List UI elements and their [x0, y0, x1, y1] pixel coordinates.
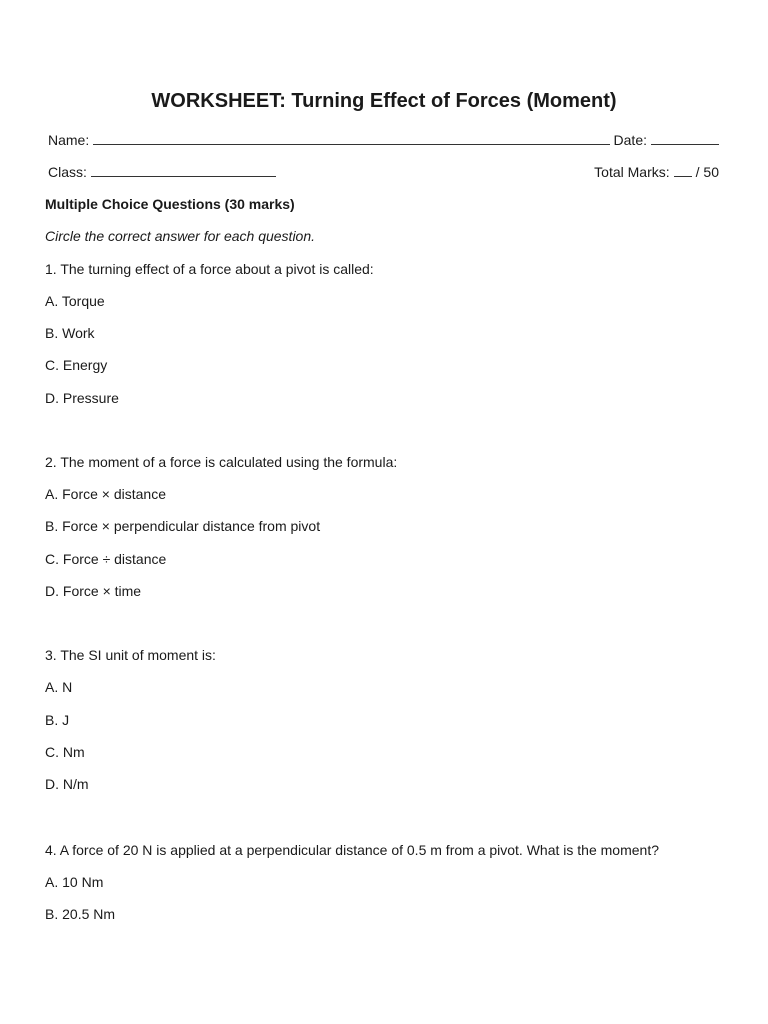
question-4-prompt: 4. A force of 20 N is applied at a perpendicular distance of 0.5 m from a pivot. What is the moment?	[45, 842, 659, 858]
question-3-option-c[interactable]: C. Nm	[45, 744, 85, 760]
question-1-option-a[interactable]: A. Torque	[45, 293, 105, 309]
date-label: Date:	[613, 132, 647, 148]
class-marks-row	[48, 163, 719, 181]
question-3-option-a[interactable]: A. N	[45, 679, 73, 695]
name-field[interactable]	[93, 132, 609, 145]
question-2-prompt: 2. The moment of a force is calculated using the formula:	[45, 454, 398, 470]
total-marks-field[interactable]	[674, 164, 692, 177]
class-label: Class:	[48, 164, 87, 180]
question-2-option-a[interactable]: A. Force × distance	[45, 486, 167, 502]
question-3-prompt: 3. The SI unit of moment is:	[45, 647, 216, 663]
question-1-option-b[interactable]: B. Work	[45, 325, 95, 341]
question-1-prompt: 1. The turning effect of a force about a pivot is called:	[45, 261, 374, 277]
date-field[interactable]	[651, 132, 719, 145]
question-2-option-b[interactable]: B. Force × perpendicular distance from pivot	[45, 518, 321, 534]
question-1-option-d[interactable]: D. Pressure	[45, 390, 119, 406]
question-4-option-a[interactable]: A. 10 Nm	[45, 874, 104, 890]
question-4-option-b[interactable]: B. 20.5 Nm	[45, 906, 116, 922]
name-date-row	[48, 131, 719, 149]
class-field[interactable]	[91, 164, 276, 177]
question-3-option-d[interactable]: D. N/m	[45, 776, 89, 792]
total-marks-label: Total Marks:	[594, 164, 670, 180]
question-2-option-d[interactable]: D. Force × time	[45, 583, 142, 599]
section-heading: Multiple Choice Questions (30 marks)	[45, 196, 295, 212]
question-3-option-b[interactable]: B. J	[45, 712, 70, 728]
worksheet-title: WORKSHEET: Turning Effect of Forces (Moment)	[151, 90, 617, 112]
question-2-option-c[interactable]: C. Force ÷ distance	[45, 551, 167, 567]
total-marks-suffix: / 50	[695, 164, 719, 180]
section-instruction: Circle the correct answer for each question.	[45, 228, 316, 244]
question-1-option-c[interactable]: C. Energy	[45, 357, 108, 373]
name-label: Name:	[48, 132, 90, 148]
